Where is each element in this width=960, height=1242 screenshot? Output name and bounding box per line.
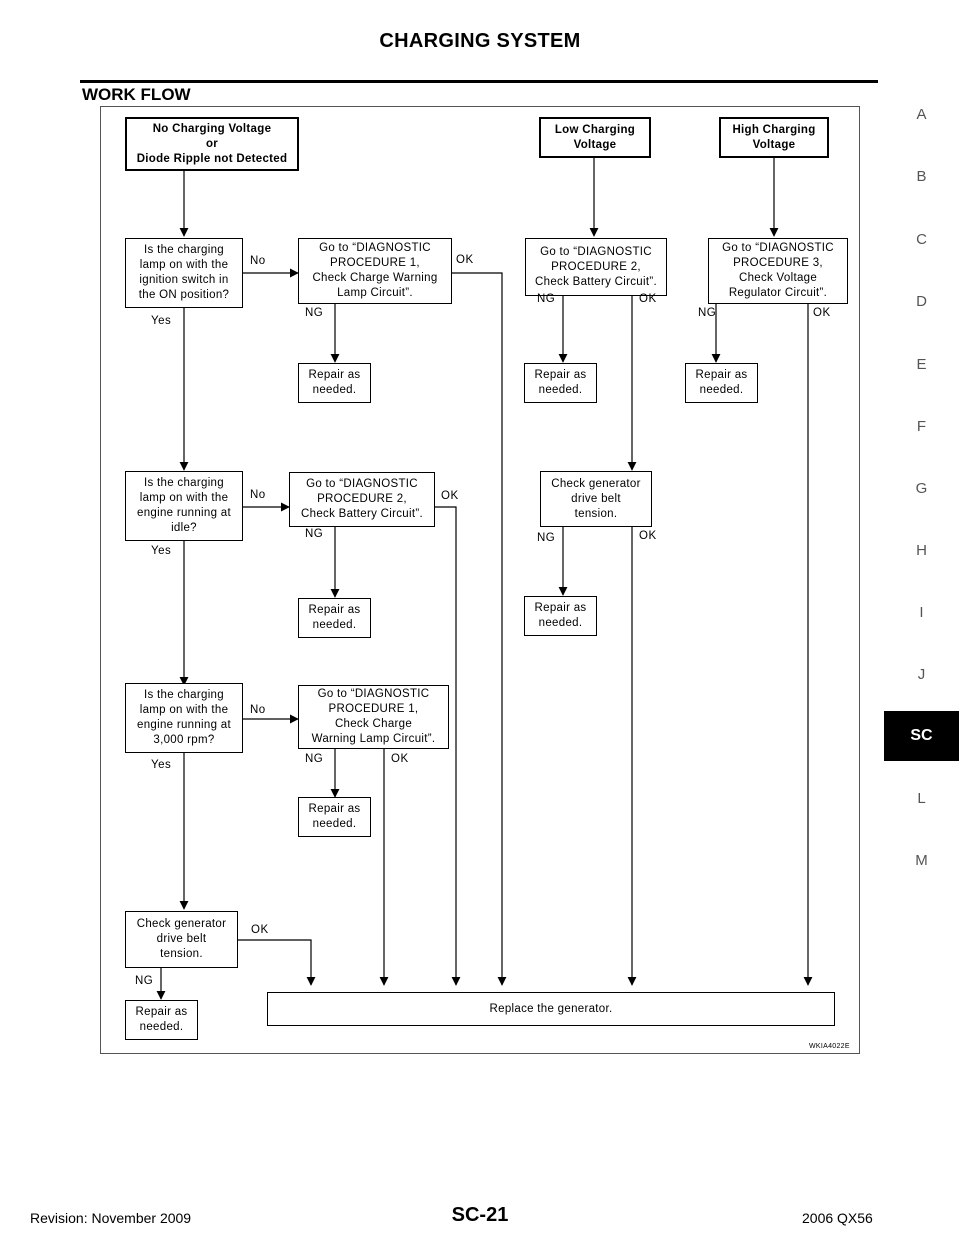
side-index-j[interactable]: J — [917, 666, 926, 683]
branch-label-ng: NG — [135, 975, 154, 987]
branch-label-ng: NG — [537, 532, 556, 544]
start-no-charging-voltage: No Charging Voltage or Diode Ripple not Detected — [125, 117, 299, 171]
side-index-c[interactable]: C — [916, 231, 927, 248]
page-header: CHARGING SYSTEM — [379, 30, 581, 52]
side-index-h[interactable]: H — [916, 542, 927, 559]
branch-label-ok: OK — [456, 254, 474, 266]
branch-label-ng: NG — [305, 528, 324, 540]
side-index-e[interactable]: E — [916, 356, 927, 373]
diagnostic-procedure-2-battery-mid: Go to “DIAGNOSTIC PROCEDURE 2, Check Battery Circuit”. — [289, 472, 435, 527]
start-high-charging-voltage: High Charging Voltage — [719, 117, 829, 158]
diagnostic-procedure-1-charge-warning: Go to “DIAGNOSTIC PROCEDURE 1, Check Charge Warning Lamp Circuit”. — [298, 238, 452, 304]
question-lamp-engine-idle: Is the charging lamp on with the engine running at idle? — [125, 471, 243, 541]
repair-box: Repair as needed. — [524, 596, 597, 636]
branch-label-ng: NG — [305, 307, 324, 319]
check-belt-tension-left: Check generator drive belt tension. — [125, 911, 238, 968]
check-belt-tension-right: Check generator drive belt tension. — [540, 471, 652, 527]
question-lamp-engine-3000rpm: Is the charging lamp on with the engine running at 3,000 rpm? — [125, 683, 243, 753]
footer-revision: Revision: November 2009 — [30, 1210, 192, 1226]
side-index-m[interactable]: M — [915, 852, 928, 869]
branch-label-no: No — [250, 255, 266, 267]
branch-label-ok: OK — [251, 924, 269, 936]
footer-model: 2006 QX56 — [802, 1210, 873, 1226]
diagnostic-procedure-1-warning-lamp: Go to “DIAGNOSTIC PROCEDURE 1, Check Charge Warning Lamp Circuit”. — [298, 685, 449, 749]
repair-box: Repair as needed. — [685, 363, 758, 403]
repair-box: Repair as needed. — [298, 363, 371, 403]
branch-label-ng: NG — [305, 753, 324, 765]
branch-label-yes: Yes — [151, 545, 172, 557]
side-index-l[interactable]: L — [917, 790, 926, 807]
start-low-charging-voltage: Low Charging Voltage — [539, 117, 651, 158]
diagnostic-procedure-3-voltage-regulator: Go to “DIAGNOSTIC PROCEDURE 3, Check Voltage Regulator Circuit”. — [708, 238, 848, 304]
repair-box: Repair as needed. — [298, 797, 371, 837]
side-index-i[interactable]: I — [919, 604, 924, 621]
diagnostic-procedure-2-battery-top: Go to “DIAGNOSTIC PROCEDURE 2, Check Battery Circuit”. — [525, 238, 667, 296]
branch-label-yes: Yes — [151, 759, 172, 771]
section-title: WORK FLOW — [82, 85, 191, 104]
side-index-f[interactable]: F — [916, 418, 927, 435]
branch-label-ok: OK — [391, 753, 409, 765]
side-index-a[interactable]: A — [916, 106, 927, 123]
side-index-sc[interactable]: SC — [884, 711, 959, 761]
branch-label-yes: Yes — [151, 315, 172, 327]
header-rule — [80, 80, 878, 83]
replace-generator-box: Replace the generator. — [267, 992, 835, 1026]
branch-label-ok: OK — [813, 307, 831, 319]
question-lamp-ignition-on: Is the charging lamp on with the ignition switch in the ON position? — [125, 238, 243, 308]
side-index-b[interactable]: B — [916, 168, 927, 185]
page-number: SC-21 — [451, 1204, 509, 1226]
branch-label-ok: OK — [441, 490, 459, 502]
work-flow-diagram — [100, 106, 860, 1054]
branch-label-ng: NG — [698, 307, 717, 319]
branch-label-ok: OK — [639, 293, 657, 305]
figure-id: WKIA4022E — [809, 1043, 850, 1050]
branch-label-ng: NG — [537, 293, 556, 305]
repair-box: Repair as needed. — [524, 363, 597, 403]
repair-box: Repair as needed. — [298, 598, 371, 638]
side-index-d[interactable]: D — [916, 293, 927, 310]
repair-box: Repair as needed. — [125, 1000, 198, 1040]
branch-label-no: No — [250, 489, 266, 501]
branch-label-ok: OK — [639, 530, 657, 542]
side-index-g[interactable]: G — [915, 480, 928, 497]
branch-label-no: No — [250, 704, 266, 716]
